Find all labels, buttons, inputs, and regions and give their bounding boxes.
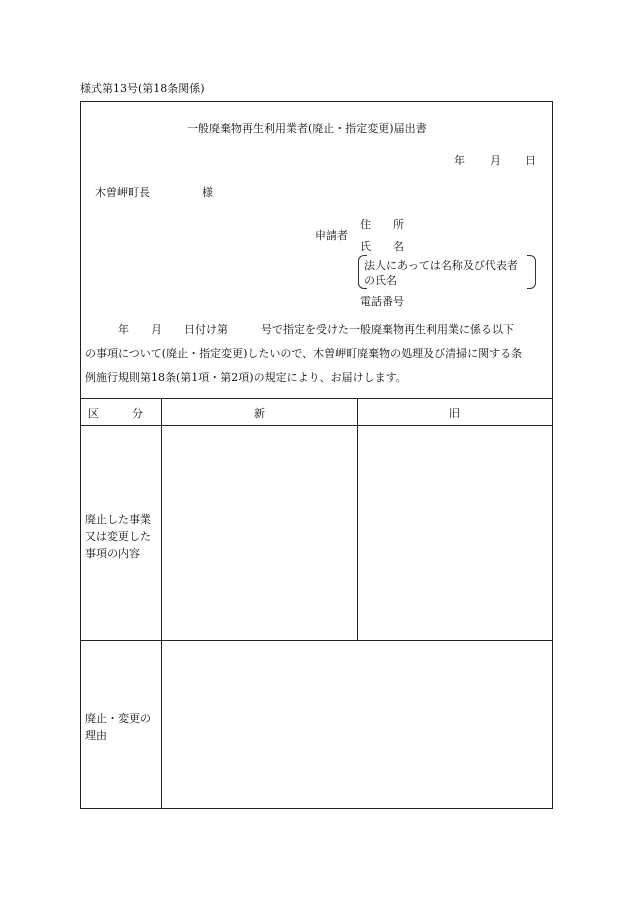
phone-label: 電話番号 (360, 295, 404, 308)
new-content-cell[interactable] (162, 426, 355, 637)
form-number: 様式第13号(第18条関係) (80, 82, 205, 95)
corporate-note-line2: の氏名 (364, 274, 397, 287)
addressee-honorific: 様 (202, 186, 213, 199)
address-label: 住 所 (360, 218, 404, 231)
row1-label-line1: 廃止した事業 (85, 513, 151, 526)
right-bracket (527, 255, 536, 289)
body-line-1: 年 月 日付け第 号で指定を受けた一般廃棄物再生利用業に係る以下 (85, 323, 514, 336)
header-category: 区 分 (88, 407, 143, 420)
date-year: 年 (454, 154, 465, 167)
name-label: 氏 名 (360, 240, 404, 253)
body-line-3: 例施行規則第18条(第1項・第2項)の規定により、お届けします。 (85, 371, 407, 384)
date-day: 日 (525, 154, 536, 167)
body-line-2: の事項について(廃止・指定変更)したいので、木曽岬町廃棄物の処理及び清掃に関する条 (85, 347, 523, 360)
row-label-change-details (85, 511, 151, 562)
addressee-name: 木曽岬町長 (95, 186, 150, 199)
row1-label-line3: 事項の内容 (85, 547, 140, 560)
date-month: 月 (490, 154, 501, 167)
notification-body (85, 318, 547, 390)
row2-label-line2: 理由 (85, 729, 107, 742)
row-label-reason (85, 710, 151, 744)
corporate-note-line1: 法人にあっては名称及び代表者 (364, 259, 518, 272)
form-title: 一般廃棄物再生利用業者(廃止・指定変更)届出書 (187, 122, 427, 135)
old-content-cell[interactable] (358, 426, 550, 637)
row2-label-line1: 廃止・変更の (85, 712, 151, 725)
reason-content-cell[interactable] (162, 641, 550, 806)
header-old: 旧 (449, 407, 460, 420)
applicant-label: 申請者 (315, 229, 348, 242)
table-top-rule (81, 398, 552, 399)
row1-label-line2: 又は変更した (85, 530, 151, 543)
header-new: 新 (254, 407, 265, 420)
